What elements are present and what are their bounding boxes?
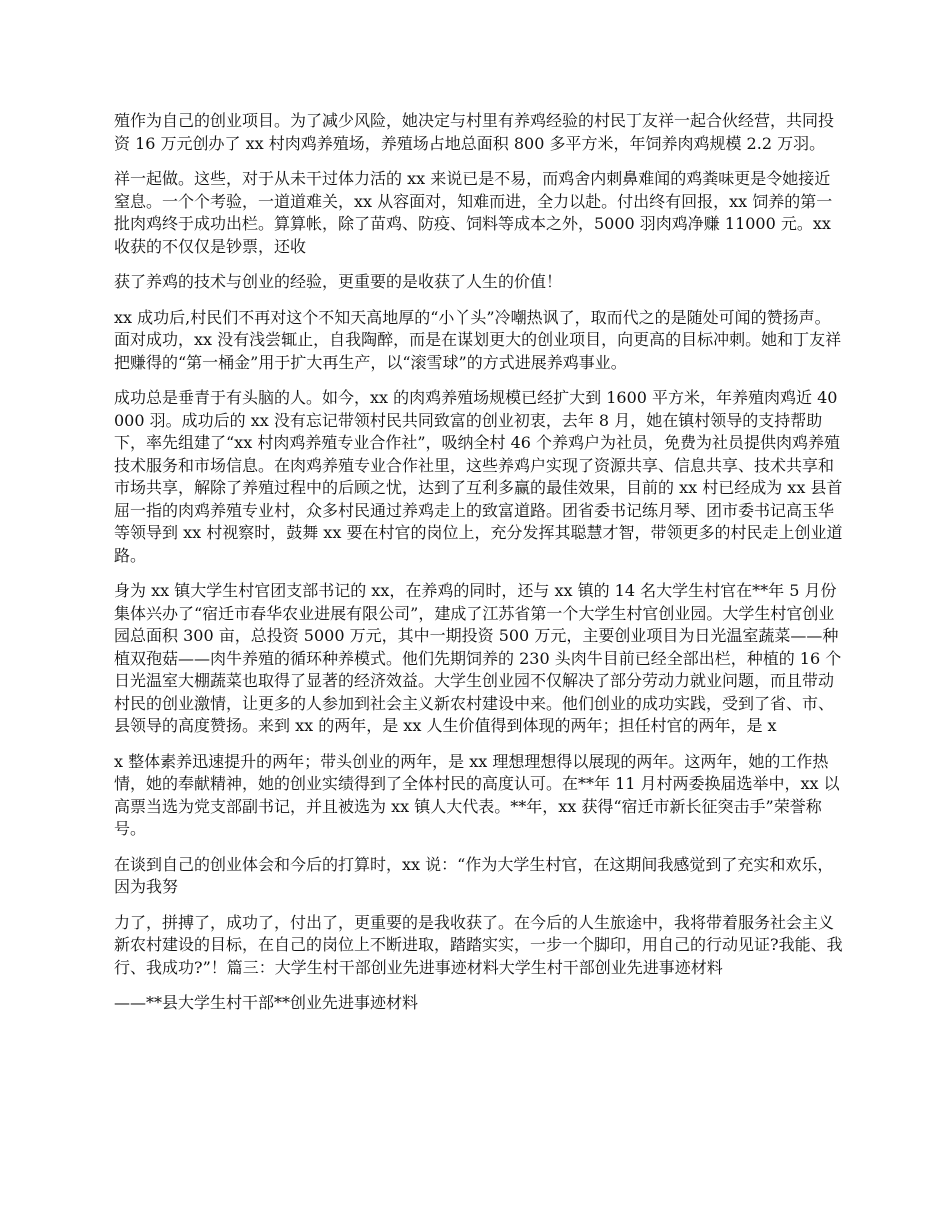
paragraph-2: 祥一起做。这些，对于从未干过体力活的 xx 来说已是不易，而鸡舍内刺鼻难闻的鸡粪味更是令她接近窒息。一个个考验，一道道难关，xx 从容面对，知难而进，全力以赴。付出终有回报，xx 饲养的第一批肉鸡终于成功出栏。算算帐，除了苗鸡、防疫、饲料等成本之外，5000 羽肉鸡净赚 11000 元。xx 收获的不仅仅是钞票，还收 (114, 169, 833, 256)
paragraph-1: 殖作为自己的创业项目。为了减少风险，她决定与村里有养鸡经验的村民丁友祥一起合伙经营，共同投资 16 万元创办了 xx 村肉鸡养殖场，养殖场占地总面积 800 多平方米，年饲养肉鸡规模 2.2 万羽。 (114, 111, 835, 153)
paragraph-3: 获了养鸡的技术与创业的经验，更重要的是收获了人生的价值！ (114, 272, 563, 291)
paragraph-4: xx 成功后,村民们不再对这个不知天高地厚的“小丫头”冷嘲热讽了，取而代之的是随处可闻的赞扬声。面对成功，xx 没有浅尝辄止，自我陶醉，而是在谋划更大的创业项目，向更高的目标冲刺。她和丁友祥把赚得的“第一桶金”用于扩大再生产，以“滚雪球”的方式进展养鸡事业。 (114, 307, 842, 372)
paragraph-9: 力了，拼搏了，成功了，付出了，更重要的是我收获了。在今后的人生旅途中，我将带着服务社会主义新农村建设的目标，在自己的岗位上不断进取，踏踏实实，一步一个脚印，用自己的行动见证?我能、我行、我成功?”！篇三：大学生村干部创业先进事迹材料大学生村干部创业先进事迹材料 (114, 912, 843, 977)
paragraph-10: ——**县大学生村干部**创业先进事迹材料 (114, 993, 419, 1012)
paragraph-7: x 整体素养迅速提升的两年；带头创业的两年，是 xx 理想理想得以展现的两年。这两年，她的工作热情，她的奉献精神，她的创业实绩得到了全体村民的高度认可。在**年 11 月村两委换届选举中，xx 以高票当选为党支部副书记，并且被选为 xx 镇人大代表。**年，xx 获得“宿迁市新长征突击手”荣誉称号。 (114, 751, 840, 838)
paragraph-8: 在谈到自己的创业体会和今后的打算时，xx 说：“作为大学生村官，在这期间我感觉到了充实和欢乐，因为我努 (114, 854, 834, 896)
document-page (114, 110, 844, 1028)
paragraph-6: 身为 xx 镇大学生村官团支部书记的 xx，在养鸡的同时，还与 xx 镇的 14 名大学生村官在**年 5 月份集体兴办了“宿迁市春华农业进展有限公司”，建成了江苏省第一个大学生村官创业园。大学生村官创业园总面积 300 亩，总投资 5000 万元，其中一期投资 500 万元，主要创业项目为日光温室蔬菜——种植双孢菇——肉牛养殖的循环种养模式。他们先期饲养的 230 头肉牛目前已经全部出栏，种植的 16 个日光温室大棚蔬菜也取得了显著的经济效益。大学生创业园不仅解决了部分劳动力就业问题，而且带动村民的创业激情，让更多的人参加到社会主义新农村建设中来。他们创业的成功实践，受到了省、市、县领导的高度赞扬。来到 xx 的两年，是 xx 人生价值得到体现的两年；担任村官的两年，是 x (114, 581, 842, 735)
paragraph-5: 成功总是垂青于有头脑的人。如今，xx 的肉鸡养殖场规模已经扩大到 1600 平方米，年养殖肉鸡近 40000 羽。成功后的 xx 没有忘记带领村民共同致富的创业初衷，去年 8 月，她在镇村领导的支持帮助下，率先组建了“xx 村肉鸡养殖专业合作社”，吸纳全村 46 个养鸡户为社员，免费为社员提供肉鸡养殖技术服务和市场信息。在肉鸡养殖专业合作社里，这些养鸡户实现了资源共享、信息共享、技术共享和市场共享，解除了养殖过程中的后顾之忧，达到了互利多赢的最佳效果，目前的 xx 村已经成为 xx 县首屈一指的肉鸡养殖专业村，众多村民通过养鸡走上的致富道路。团省委书记练月琴、团市委书记高玉华等领导到 xx 村视察时，鼓舞 xx 要在村官的岗位上，充分发挥其聪慧才智，带领更多的村民走上创业道路。 (114, 388, 843, 565)
